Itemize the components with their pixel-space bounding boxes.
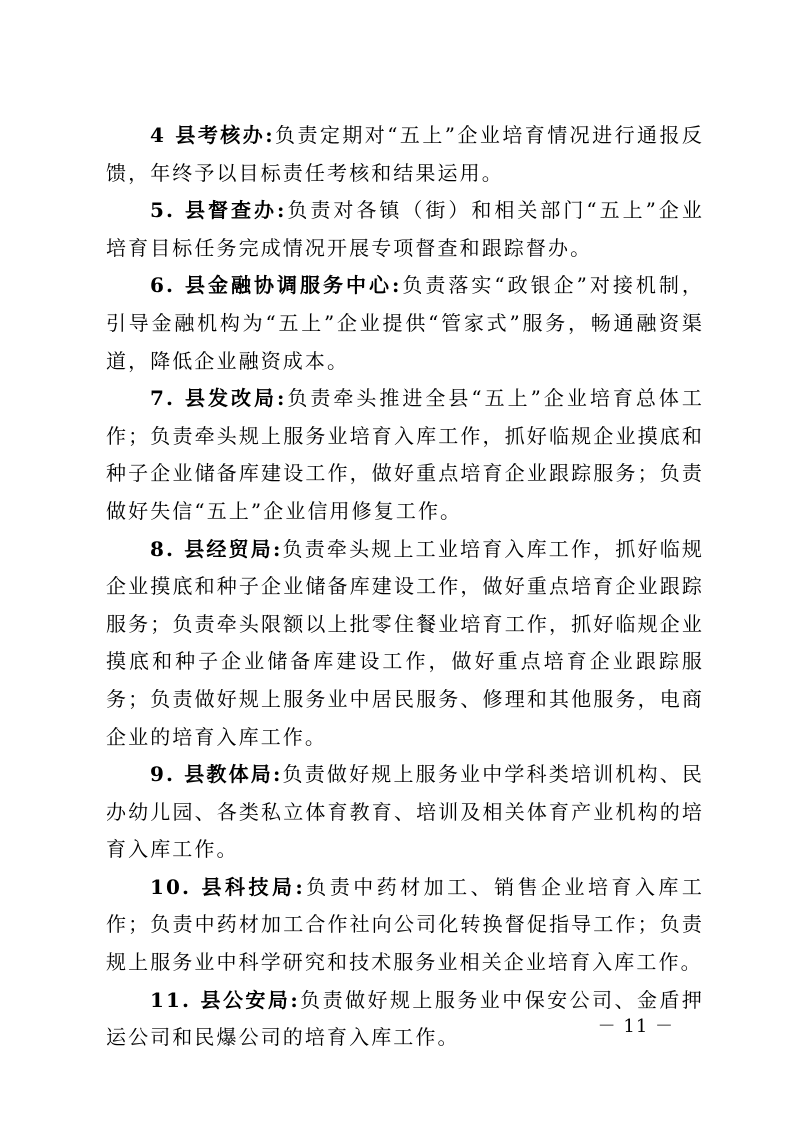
paragraph-jingmao	[106, 531, 704, 757]
paragraph-body: 负责对各镇（街）和相关部门“五上”企业培育目标任务完成情况开展专项督查和跟踪督办。	[106, 198, 704, 260]
paragraph-body: 负责牵头推进全县“五上”企业培育总体工作；负责牵头规上服务业培育入库工作，抓好临规企业摸底和种子企业储备库建设工作，做好重点培育企业跟踪服务；负责做好失信“五上”企业信用修复工作。	[106, 386, 704, 523]
paragraph-heading: 8. 县经贸局:	[150, 536, 283, 561]
paragraph-jiaoti	[106, 756, 704, 869]
paragraph-ducha	[106, 192, 704, 267]
document-page	[106, 117, 704, 1057]
paragraph-heading: 7. 县发改局:	[150, 386, 287, 411]
page-number: － 11 －	[597, 1016, 674, 1037]
paragraph-body: 负责做好规上服务业中学科类培训机构、民办幼儿园、各类私立体育教育、培训及相关体育产业机构的培育入库工作。	[106, 762, 705, 862]
paragraph-fagai	[106, 380, 704, 530]
paragraph-body: 负责中药材加工、销售企业培育入库工作；负责中药材加工合作社向公司化转换督促指导工作；负责规上服务业中科学研究和技术服务业相关企业培育入库工作。	[106, 874, 704, 975]
paragraph-body: 负责牵头规上工业培育入库工作，抓好临规企业摸底和种子企业储备库建设工作，做好重点培育企业跟踪服务；负责牵头限额以上批零住餐业培育工作，抓好临规企业摸底和种子企业储备库建设工作，做好重点培育企业跟踪服务；负责做好规上服务业中居民服务、修理和其他服务，电商企业的培育入库工作。	[106, 536, 705, 749]
paragraph-heading: 4 县考核办:	[150, 123, 275, 147]
paragraph-kaohe	[106, 117, 704, 192]
paragraph-heading: 5. 县督查办:	[150, 198, 287, 223]
paragraph-heading: 11. 县公安局:	[150, 987, 300, 1012]
paragraph-heading: 9. 县教体局:	[150, 762, 283, 787]
paragraph-heading: 6. 县金融协调服务中心:	[150, 273, 402, 298]
paragraph-jinrong	[106, 267, 704, 380]
paragraph-body: 负责定期对“五上”企业培育情况进行通报反馈，年终予以目标责任考核和结果运用。	[106, 123, 704, 185]
paragraph-body: 负责落实“政银企”对接机制，引导金融机构为“五上”企业提供“管家式”服务，畅通融资渠道，降低企业融资成本。	[106, 273, 704, 373]
paragraph-keji	[106, 869, 704, 982]
paragraph-heading: 10. 县科技局:	[150, 874, 305, 899]
paragraph-body: 负责做好规上服务业中保安公司、金盾押运公司和民爆公司的培育入库工作。	[106, 987, 704, 1050]
